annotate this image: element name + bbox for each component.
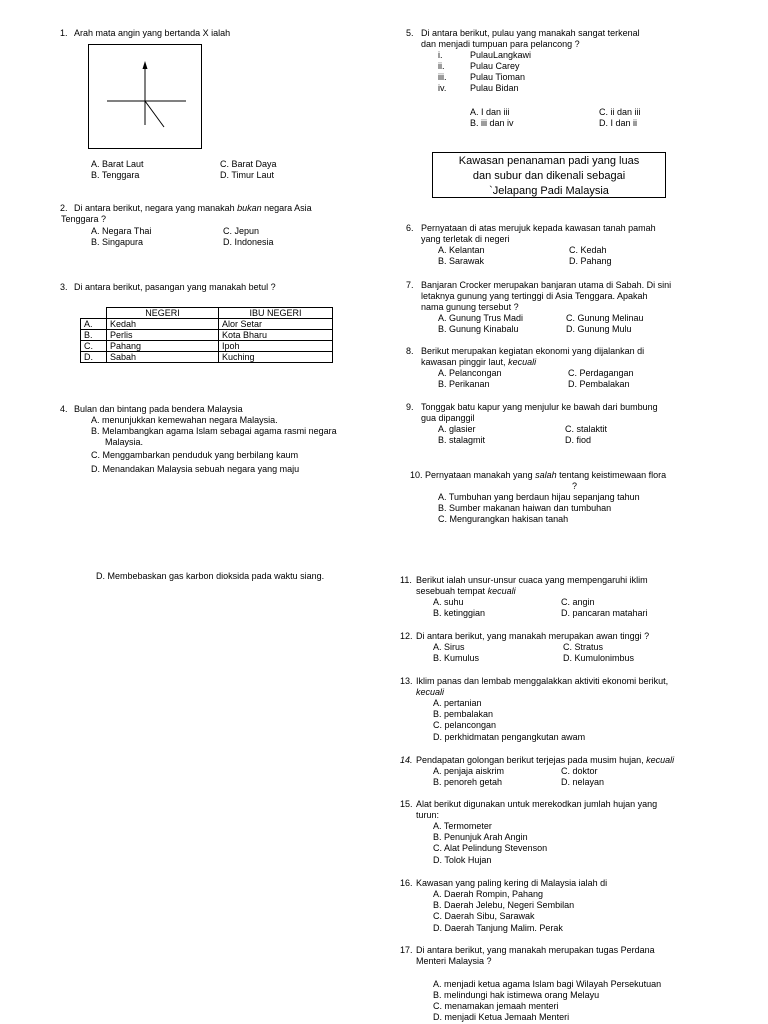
option-c[interactable]: C. Perdagangan: [568, 368, 634, 378]
option-c[interactable]: C. Alat Pelindung Stevenson: [433, 843, 548, 853]
option-b-cont: Malaysia.: [105, 437, 144, 447]
question-number: 17.: [400, 945, 413, 955]
option-c[interactable]: C. Kedah: [569, 245, 607, 255]
question-text-line2: Menteri Malaysia ?: [416, 956, 492, 966]
compass-arrows-icon: [89, 45, 203, 150]
question-number: 11.: [400, 575, 412, 585]
row-state: Sabah: [107, 352, 219, 363]
table-header-blank: [81, 308, 107, 319]
item-text: PulauLangkawi: [470, 50, 532, 60]
row-key: A.: [81, 319, 107, 330]
question-number: 9.: [406, 402, 414, 412]
option-b[interactable]: B. Sumber makanan haiwan dan tumbuhan: [438, 503, 612, 513]
question-text-part: Pernyataan manakah yang: [425, 470, 536, 480]
item-text: Pulau Carey: [470, 61, 520, 71]
emphasis: kecuali: [508, 357, 537, 367]
question-text: Di antara berikut, pasangan yang manakah betul ?: [74, 282, 276, 292]
table-header-capital: IBU NEGERI: [219, 308, 333, 319]
table-header-state: NEGERI: [107, 308, 219, 319]
question-text: [60, 203, 360, 214]
question-text: [416, 755, 674, 766]
option-c[interactable]: C. doktor: [561, 766, 598, 776]
question-text-line2: ?: [572, 481, 578, 491]
question-text: Kawasan yang paling kering di Malaysia ialah di: [416, 878, 608, 888]
option-d[interactable]: D. Tolok Hujan: [433, 855, 492, 865]
question-10-option-d[interactable]: D. Membebaskan gas karbon dioksida pada waktu siang.: [96, 571, 325, 581]
option-d[interactable]: D. Pembalakan: [568, 379, 630, 389]
option-c[interactable]: C. Stratus: [563, 642, 604, 652]
option-d[interactable]: D. Pahang: [569, 256, 612, 266]
question-number: 5.: [406, 28, 414, 38]
option-c[interactable]: C. Menggambarkan penduduk yang berbilang kaum: [91, 450, 299, 460]
states-table: [80, 307, 333, 363]
option-b[interactable]: B. iii dan iv: [470, 118, 514, 128]
option-a[interactable]: A. Pelancongan: [438, 368, 502, 378]
option-a[interactable]: A. Tumbuhan yang berdaun hijau sepanjang tahun: [438, 492, 640, 502]
question-number: 12.: [400, 631, 413, 641]
table-header-row: [81, 308, 333, 319]
option-a[interactable]: A. pertanian: [433, 698, 482, 708]
option-a[interactable]: A. I dan iii: [470, 107, 510, 117]
option-d[interactable]: D. perkhidmatan pengangkutan awam: [433, 732, 586, 742]
option-a[interactable]: A. penjaja aiskrim: [433, 766, 505, 776]
question-text-line2: [416, 586, 516, 597]
option-d[interactable]: D. fiod: [565, 435, 592, 445]
row-key: D.: [81, 352, 107, 363]
question-text: Iklim panas dan lembab menggalakkan aktiviti ekonomi berikut,: [416, 676, 669, 686]
question-number: 8.: [406, 346, 414, 356]
emphasis: kecuali: [646, 755, 675, 765]
question-text: Berikut ialah unsur-unsur cuaca yang mempengaruhi iklim: [416, 575, 648, 585]
option-b[interactable]: B. Gunung Kinabalu: [438, 324, 519, 334]
question-text-line2: [421, 357, 536, 368]
question-number: 2.: [60, 203, 68, 213]
info-box-line2: dan subur dan dikenali sebagai: [472, 170, 626, 182]
option-c[interactable]: C. Jepun: [223, 226, 260, 236]
item-number: iii.: [438, 72, 447, 82]
table-row[interactable]: [81, 352, 333, 363]
option-a[interactable]: A. Gunung Trus Madi: [438, 313, 524, 323]
option-b[interactable]: B. Daerah Jelebu, Negeri Sembilan: [433, 900, 575, 910]
question-number: 7.: [406, 280, 414, 290]
option-c[interactable]: C. ii dan iii: [599, 107, 641, 117]
table-row[interactable]: [81, 319, 333, 330]
option-b[interactable]: B. Singapura: [91, 237, 144, 247]
info-box: [432, 152, 666, 198]
question-number: 14.: [400, 755, 413, 765]
option-c[interactable]: C. Gunung Melinau: [566, 313, 644, 323]
question-number: 4.: [60, 404, 68, 414]
option-a[interactable]: A. Negara Thai: [91, 226, 152, 236]
option-a[interactable]: A. Barat Laut: [91, 159, 144, 169]
question-text-line2: yang terletak di negeri: [421, 234, 510, 244]
question-1-options: [91, 159, 311, 181]
question-text-part: sesebuah tempat: [416, 586, 488, 596]
option-c[interactable]: C. Daerah Sibu, Sarawak: [433, 911, 535, 921]
question-number: 6.: [406, 223, 414, 233]
question-text-line2: letaknya gunung yang tertinggi di Asia Tenggara. Apakah: [421, 291, 648, 301]
option-d[interactable]: D. Gunung Mulu: [566, 324, 632, 334]
question-number: 3.: [60, 282, 68, 292]
question-2-options: [91, 226, 311, 248]
question-text: Alat berikut digunakan untuk merekodkan jumlah hujan yang: [416, 799, 658, 809]
info-box-line3: `Jelapang Padi Malaysia: [489, 185, 609, 197]
row-state: Kedah: [107, 319, 219, 330]
option-d[interactable]: D. nelayan: [561, 777, 605, 787]
option-d[interactable]: D. I dan ii: [599, 118, 638, 128]
info-box-line1: Kawasan penanaman padi yang luas: [458, 155, 640, 167]
option-a[interactable]: A. Daerah Rompin, Pahang: [433, 889, 544, 899]
question-text: Tonggak batu kapur yang menjulur ke bawah dari bumbung: [421, 402, 658, 412]
item-text: Pulau Bidan: [470, 83, 519, 93]
question-text: Bulan dan bintang pada bendera Malaysia: [74, 404, 243, 414]
question-text: Di antara berikut, yang manakah merupakan awan tinggi ?: [416, 631, 650, 641]
table-row[interactable]: [81, 341, 333, 352]
option-b[interactable]: B. Penunjuk Arah Angin: [433, 832, 528, 842]
option-a[interactable]: A. Termometer: [433, 821, 492, 831]
option-a[interactable]: A. menjadi ketua agama Islam bagi Wilayah Persekutuan: [433, 979, 662, 989]
question-text: [425, 470, 666, 481]
emphasis: kecuali: [416, 687, 445, 697]
question-text-part: tentang keistimewaan flora: [556, 470, 667, 480]
option-b[interactable]: B. ketinggian: [433, 608, 486, 618]
option-d[interactable]: D. Daerah Tanjung Malim. Perak: [433, 923, 563, 933]
option-a[interactable]: A. Kelantan: [438, 245, 485, 255]
option-b[interactable]: B. Kumulus: [433, 653, 480, 663]
row-capital: Alor Setar: [219, 319, 333, 330]
question-number: 1.: [60, 28, 68, 38]
row-capital: Kuching: [219, 352, 333, 363]
question-text-line2: gua dipanggil: [421, 413, 475, 423]
option-b[interactable]: B. Tenggara: [91, 170, 140, 180]
question-text-part: Di antara berikut, negara yang manakah: [74, 203, 238, 213]
option-c[interactable]: C. pelancongan: [433, 720, 497, 730]
emphasis: salah: [535, 470, 557, 480]
option-b[interactable]: B. Sarawak: [438, 256, 485, 266]
item-number: i.: [438, 50, 443, 60]
option-a[interactable]: A. Sirus: [433, 642, 465, 652]
option-b[interactable]: B. Melambangkan agama Islam sebagai agama rasmi negara: [91, 426, 337, 436]
option-a[interactable]: A. menunjukkan kemewahan negara Malaysia.: [91, 415, 278, 425]
option-b[interactable]: B. stalagmit: [438, 435, 486, 445]
question-text: Banjaran Crocker merupakan banjaran utama di Sabah. Di sini: [421, 280, 672, 290]
question-text-part: kawasan pinggir laut,: [421, 357, 509, 367]
question-2: [60, 203, 360, 225]
item-text: Pulau Tioman: [470, 72, 526, 82]
emphasis: kecuali: [487, 586, 516, 596]
option-b[interactable]: B. pembalakan: [433, 709, 494, 719]
question-text: Arah mata angin yang bertanda X ialah: [74, 28, 231, 38]
option-a[interactable]: A. suhu: [433, 597, 464, 607]
item-number: iv.: [438, 83, 447, 93]
row-key: C.: [81, 341, 107, 352]
emphasis: bukan: [237, 203, 262, 213]
option-d[interactable]: D. Menandakan Malaysia sebuah negara yang maju: [91, 464, 300, 474]
question-text-line3: nama gunung tersebut ?: [421, 302, 519, 312]
question-text: Di antara berikut, yang manakah merupakan tugas Perdana: [416, 945, 655, 955]
question-number: 15.: [400, 799, 413, 809]
option-c[interactable]: C. menamakan jemaah menteri: [433, 1001, 559, 1011]
option-c[interactable]: C. Mengurangkan hakisan tanah: [438, 514, 569, 524]
question-number: 13.: [400, 676, 413, 686]
row-capital: Kota Bharu: [219, 330, 333, 341]
option-b[interactable]: B. Perikanan: [438, 379, 490, 389]
item-number: ii.: [438, 61, 445, 71]
option-d[interactable]: D. Indonesia: [223, 237, 274, 247]
row-state: Perlis: [107, 330, 219, 341]
option-c[interactable]: C. Barat Daya: [220, 159, 277, 169]
compass-diagram: [88, 44, 202, 149]
question-text: Berikut merupakan kegiatan ekonomi yang dijalankan di: [421, 346, 645, 356]
option-d[interactable]: D. menjadi Ketua Jemaah Menteri: [433, 1012, 570, 1022]
option-a[interactable]: A. glasier: [438, 424, 476, 434]
question-text-line2: dan menjadi tumpuan para pelancong ?: [421, 39, 580, 49]
option-d[interactable]: D. Timur Laut: [220, 170, 275, 180]
option-b[interactable]: B. penoreh getah: [433, 777, 503, 787]
question-text: Pernyataan di atas merujuk kepada kawasan tanah pamah: [421, 223, 656, 233]
question-number: 10.: [410, 470, 423, 480]
option-c[interactable]: C. angin: [561, 597, 595, 607]
option-b[interactable]: B. melindungi hak istimewa orang Melayu: [433, 990, 600, 1000]
question-text-part: Pendapatan golongan berikut terjejas pada musim hujan,: [416, 755, 647, 765]
option-c[interactable]: C. stalaktit: [565, 424, 608, 434]
question-text-part: negara Asia: [261, 203, 312, 213]
table-row[interactable]: [81, 330, 333, 341]
question-text-line2: turun:: [416, 810, 440, 820]
question-text: Di antara berikut, pulau yang manakah sangat terkenal: [421, 28, 640, 38]
question-number: 16.: [400, 878, 413, 888]
option-d[interactable]: D. Kumulonimbus: [563, 653, 635, 663]
question-text-line2: Tenggara ?: [61, 214, 107, 224]
row-capital: Ipoh: [219, 341, 333, 352]
row-key: B.: [81, 330, 107, 341]
row-state: Pahang: [107, 341, 219, 352]
option-d[interactable]: D. pancaran matahari: [561, 608, 648, 618]
